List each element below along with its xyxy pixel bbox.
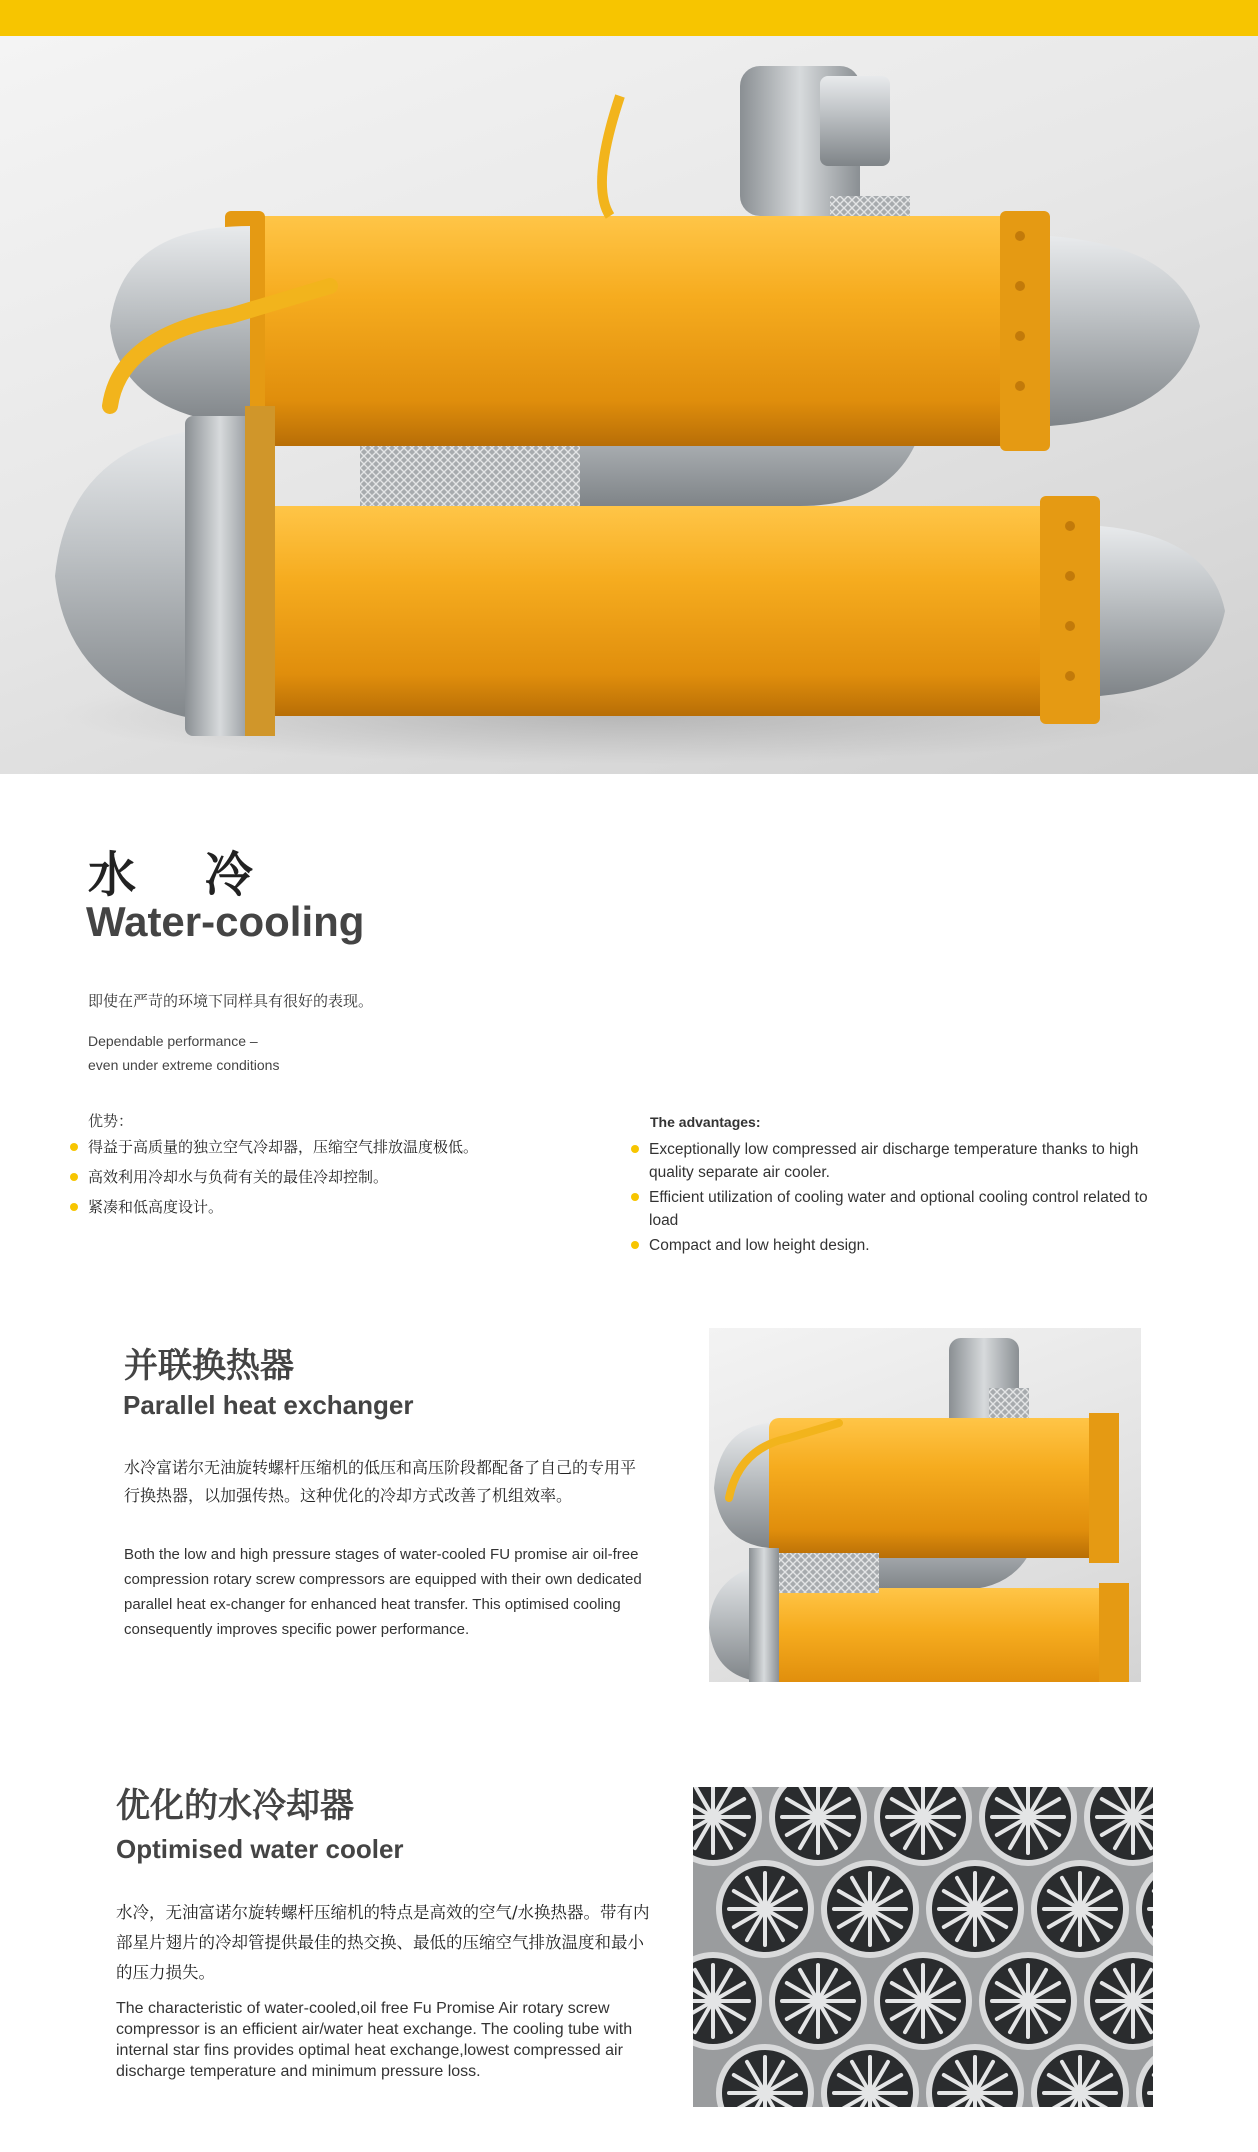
intro-en-line1: Dependable performance – — [88, 1033, 258, 1049]
parallel-body-cn: 水冷富诺尔无油旋转螺杆压缩机的低压和高压阶段都配备了自己的专用平行换热器，以加强传热。这种优化的冷却方式改善了机组效率。 — [124, 1458, 637, 1505]
advantages-en-list — [631, 1138, 1151, 1259]
advantages-cn-list — [70, 1136, 478, 1226]
bullet-icon — [631, 1193, 639, 1201]
parallel-heat-exchanger-image — [709, 1328, 1141, 1682]
parallel-body-en: Both the low and high pressure stages of water-cooled FU promise air oil-free compression rotary screw compressors are equipped with their own dedicated parallel heat ex-changer for enhanced heat transfer. This optimised cooling consequently improves specific power performance. — [124, 1546, 642, 1638]
list-item: 高效利用冷却水与负荷有关的最佳冷却控制。 — [70, 1166, 478, 1196]
list-item: 得益于高质量的独立空气冷却器，压缩空气排放温度极低。 — [70, 1136, 478, 1166]
optimised-body-cn: 水冷，无油富诺尔旋转螺杆压缩机的特点是高效的空气/水换热器。带有内部星片翅片的冷却管提供最佳的热交换、最低的压缩空气排放温度和最小的压力损失。 — [116, 1903, 650, 1982]
advantages-en-title: The advantages: — [650, 1114, 761, 1130]
bullet-icon — [70, 1173, 78, 1181]
section-title-en: Water-cooling — [86, 898, 365, 945]
optimised-title-cn: 优化的水冷却器 — [116, 1786, 354, 1826]
list-item: Compact and low height design. — [631, 1234, 1151, 1257]
list-item: Exceptionally low compressed air discharge temperature thanks to high quality separate air cooler. — [631, 1138, 1151, 1184]
bullet-icon — [631, 1241, 639, 1249]
intro-en-line2: even under extreme conditions — [88, 1057, 280, 1073]
bullet-icon — [70, 1143, 78, 1151]
intro-cn: 即使在严苛的环境下同样具有很好的表现。 — [88, 992, 374, 1010]
optimised-body-en: The characteristic of water-cooled,oil free Fu Promise Air rotary screw compressor is an efficient air/water heat exchange. The cooling tube with internal star fins provides optimal heat exchange,lowest compressed air discharge temperature and minimum pressure loss. — [116, 2000, 633, 2080]
optimised-title-en: Optimised water cooler — [116, 1834, 404, 1864]
bullet-icon — [631, 1145, 639, 1153]
parallel-title-en: Parallel heat exchanger — [123, 1390, 414, 1420]
list-item: Efficient utilization of cooling water and optional cooling control related to load — [631, 1186, 1151, 1232]
top-accent-bar — [0, 0, 1258, 36]
section-title-cn: 水 冷 — [88, 847, 279, 903]
star-fin-tubes-image — [693, 1787, 1153, 2107]
list-item: 紧凑和低高度设计。 — [70, 1196, 478, 1226]
bullet-icon — [70, 1203, 78, 1211]
hero-image-water-cooler — [0, 36, 1258, 774]
parallel-title-cn: 并联换热器 — [124, 1346, 294, 1386]
advantages-cn-title: 优势： — [88, 1112, 134, 1130]
